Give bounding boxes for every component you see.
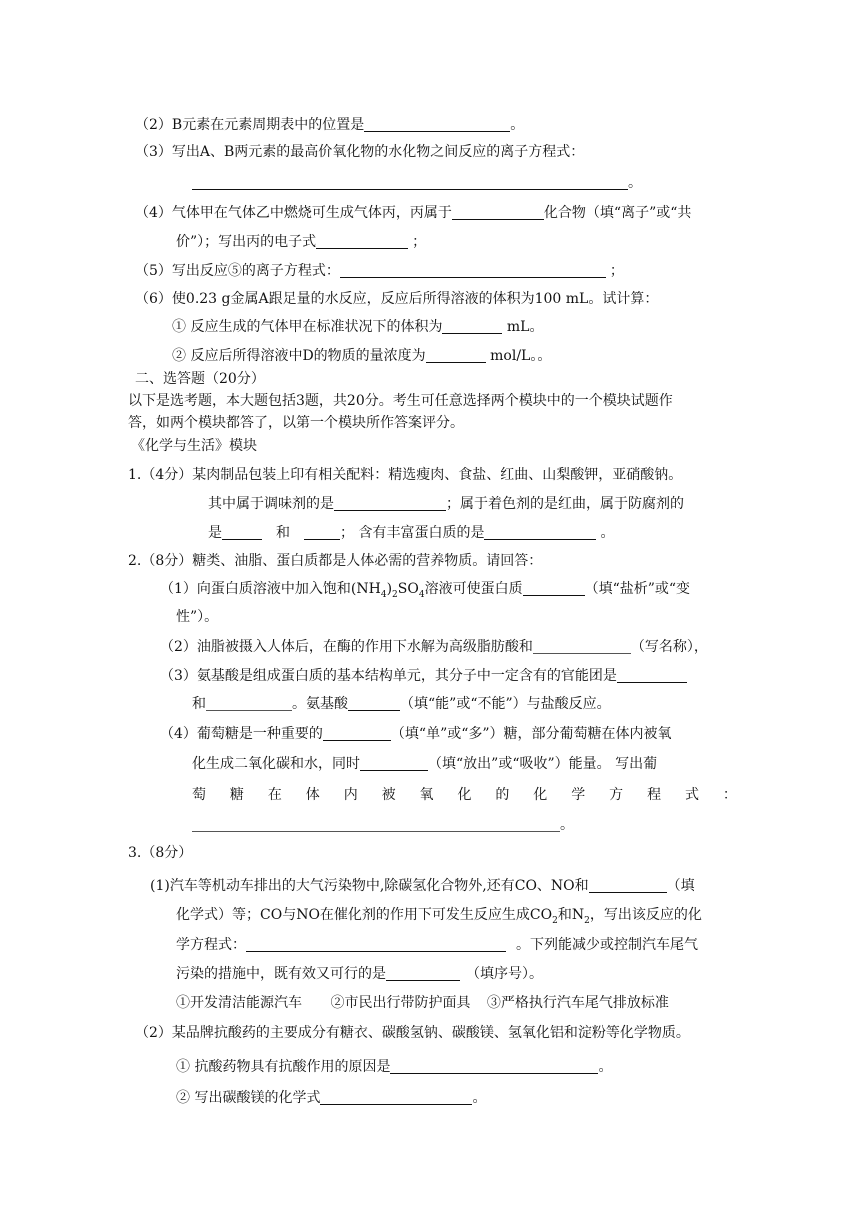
- option-3: ③严格执行汽车尾气排放标准: [486, 995, 669, 1011]
- question-4-line1: （4）气体甲在气体乙中燃烧可生成气体丙，丙属于 化合物（填“离子”或“共: [135, 205, 692, 221]
- q2-part4-line4: 。: [192, 816, 574, 834]
- question-3-line: [135, 143, 584, 161]
- instructions-line1: 以下是选考题，本大题包括3题，共20分。考生可任意选择两个模块中的一个模块试题作: [128, 393, 673, 409]
- q3-part2: （2）某品牌抗酸药的主要成分有糖衣、碳酸氢钠、碳酸镁、氢氧化铝和淀粉等化学物质。: [135, 1025, 690, 1041]
- question-3-answer-line: 。: [192, 174, 642, 192]
- answer-blank[interactable]: [442, 319, 502, 334]
- answer-blank[interactable]: [589, 878, 667, 893]
- answer-blank[interactable]: [206, 696, 292, 711]
- q2-part3-line2: 和 。氨基酸 （填“能”或“不能”）与盐酸反应。: [192, 696, 611, 712]
- q2-part1-line1: （1）向蛋白质溶液中加入饱和$(NH_4)_2SO_4$溶液可使蛋白质 （填“盐析”或“变: [160, 581, 691, 600]
- question-6-sub1: ① 反应生成的气体甲在标准状况下的体积为 mL。: [172, 319, 544, 335]
- answer-blank[interactable]: [316, 234, 408, 249]
- answer-blank[interactable]: [334, 496, 446, 511]
- answer-blank[interactable]: [246, 937, 506, 952]
- q2-line1: 2.（8分）糖类、油脂、蛋白质都是人体必需的营养物质。请回答：: [128, 553, 543, 569]
- answer-blank[interactable]: [323, 726, 391, 741]
- answer-blank[interactable]: [390, 1059, 598, 1074]
- answer-blank[interactable]: [617, 668, 687, 683]
- q2-part3-line1: （3）氨基酸是组成蛋白质的基本结构单元，其分子中一定含有的官能团是: [160, 667, 687, 685]
- q3-part2-sub1: ① 抗酸药物具有抗酸作用的原因是 。: [176, 1059, 613, 1075]
- section-heading: 二、选答题（20分）: [135, 371, 265, 387]
- answer-blank[interactable]: [340, 263, 606, 278]
- answer-blank[interactable]: [533, 639, 631, 654]
- q3-part1-line3: 学方程式： 。下列能减少或控制汽车尾气: [176, 937, 698, 953]
- question-5-line: （5）写出反应⑤的离子方程式： ；: [135, 263, 624, 279]
- answer-blank[interactable]: [304, 525, 340, 540]
- answer-blank[interactable]: [192, 175, 628, 190]
- question-text: （3）写出A、B两元素的最高价氧化物的水化物之间反应的离子方程式：: [135, 144, 585, 160]
- q3-part1-line2: 化学式）等；CO与NO在催化剂的作用下可发生反应生成$CO_2$和$N_2$，写出该反应的化: [176, 907, 702, 926]
- answer-blank[interactable]: [222, 525, 262, 540]
- question-6-line: （6）使0.23 g金属A跟足量的水反应，反应后所得溶液的体积为100 mL。试计算：: [135, 291, 659, 307]
- option-1: ①开发清洁能源汽车: [176, 995, 302, 1011]
- question-2-line: （2）B元素在元素周期表中的位置是 。: [135, 117, 525, 133]
- module-title: 《化学与生活》模块: [131, 438, 257, 454]
- q3-line1: 3.（8分）: [128, 845, 193, 861]
- question-6-sub2: ② 反应后所得溶液中D的物质的量浓度为 mol/L。。: [172, 348, 552, 364]
- q1-line3: 是 和 ； 含有丰富蛋白质的是 。: [208, 525, 615, 541]
- question-4-line2: 价”）；写出丙的电子式 ；: [176, 234, 427, 250]
- answer-blank[interactable]: [523, 581, 585, 596]
- q2-part4-line1: （4）葡萄糖是一种重要的 （填“单”或“多”）糖，部分葡萄糖在体内被氧: [160, 726, 672, 742]
- q3-part2-sub2: ② 写出碳酸镁的化学式 。: [176, 1090, 487, 1106]
- q1-line2: 其中属于调味剂的是 ；属于着色剂的是红曲，属于防腐剂的: [208, 496, 684, 512]
- q2-part1-line2: 性”）。: [176, 609, 219, 625]
- answer-blank[interactable]: [360, 756, 428, 771]
- q3-part1-line1: (1)汽车等机动车排出的大气污染物中,除碳氢化合物外,还有CO、NO和 （填: [150, 878, 695, 894]
- question-text: （2）B元素在元素周期表中的位置是: [135, 117, 365, 133]
- q1-line1: 1.（4分）某肉制品包装上印有相关配料：精选瘦肉、食盐、红曲、山梨酸钾，亚硝酸钠。: [128, 467, 683, 483]
- option-2: ②市民出行带防护面具: [330, 995, 471, 1011]
- answer-blank[interactable]: [426, 348, 486, 363]
- instructions-line2: 答，如两个模块都答了，以第一个模块所作答案评分。: [128, 415, 464, 431]
- q2-part2: （2）油脂被摄入人体后，在酶的作用下水解为高级脂肪酸和 （写名称），: [160, 639, 708, 655]
- answer-blank[interactable]: [386, 966, 460, 981]
- answer-blank[interactable]: [484, 525, 596, 540]
- answer-blank[interactable]: [320, 1090, 472, 1105]
- q3-options: [176, 994, 669, 1012]
- answer-blank[interactable]: [364, 117, 510, 132]
- answer-blank[interactable]: [192, 817, 560, 832]
- q2-part4-line3: 萄 糖 在 体 内 被 氧 化 的 化 学 方 程 式 ：: [192, 787, 737, 803]
- q2-part4-line2: 化生成二氧化碳和水，同时 （填“放出”或“吸收”）能量。 写出葡: [192, 756, 658, 772]
- q3-part1-line4: 污染的措施中，既有效又可行的是 （填序号）。: [176, 966, 543, 982]
- answer-blank[interactable]: [348, 696, 400, 711]
- answer-blank[interactable]: [452, 205, 544, 220]
